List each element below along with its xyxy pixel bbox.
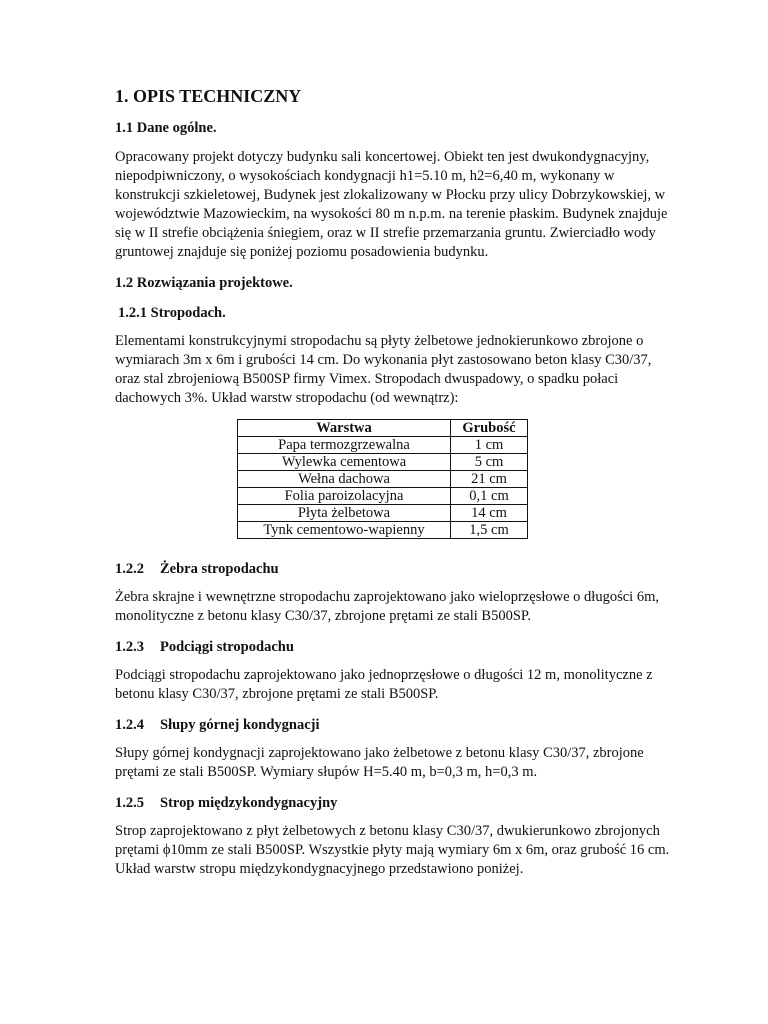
section-body-1-2-2: Żebra skrajne i wewnętrzne stropodachu zaprojektowano jako wieloprzęsłowe o długości 6m, monolityczne z betonu klasy C30/37, zbrojone prętami ze stali B500SP. xyxy=(115,589,659,624)
section-title: Podciągi stropodachu xyxy=(160,639,294,655)
table-cell-thickness: 5 cm xyxy=(451,454,528,471)
table-row xyxy=(238,437,528,454)
table-row xyxy=(238,522,528,539)
table-row xyxy=(238,505,528,522)
section-heading-1-2-4 xyxy=(115,715,675,735)
table-cell-thickness: 14 cm xyxy=(451,505,528,522)
section-body-1-2-1: Elementami konstrukcyjnymi stropodachu są płyty żelbetowe jednokierunkowo zbrojone o wymiarach 3m x 6m i grubości 14 cm. Do wykonania płyt zastosowano beton klasy C30/37, oraz stal zbrojeniową B500SP firmy Vimex. Stropodach dwuspadowy, o spadku połaci dachowych 3%. Układ warstw stropodachu (od wewnątrz): xyxy=(115,333,652,406)
table-cell-layer: Folia paroizolacyjna xyxy=(238,488,451,505)
section-heading-1-1: 1.1 Dane ogólne. xyxy=(115,120,217,136)
section-heading-1-2-5 xyxy=(115,793,675,813)
section-number: 1.2.2 xyxy=(115,561,144,577)
section-title: Strop międzykondygnacyjny xyxy=(160,795,338,811)
section-body-1-1: Opracowany projekt dotyczy budynku sali koncertowej. Obiekt ten jest dwukondygnacyjny, niepodpiwniczony, o wysokościach kondygnacji h1=5.10 m, h2=6,40 m, wykonany w konstrukcji szkieletowej, Budynek jest zlokalizowany w Płocku przy ulicy Dobrzykowskiej, w województwie Mazowieckim, na wysokości 80 m n.p.m. na terenie płaskim. Budynek znajduje się w II strefie obciążenia śniegiem, oraz w II strefie przemarzania gruntu. Zwierciadło wody gruntowej znajduje się poniżej poziomu posadowienia budynku. xyxy=(115,149,668,260)
section-title: Słupy górnej kondygnacji xyxy=(160,717,320,733)
document-body xyxy=(115,84,675,890)
table-header-row xyxy=(238,420,528,437)
table-cell-thickness: 0,1 cm xyxy=(451,488,528,505)
section-heading-1-2-1: 1.2.1 Stropodach. xyxy=(118,305,226,321)
document-title: 1. OPIS TECHNICZNY xyxy=(115,86,302,106)
section-title: Żebra stropodachu xyxy=(160,561,279,577)
column-header-layer: Warstwa xyxy=(238,420,451,437)
column-header-thickness: Grubość xyxy=(451,420,528,437)
section-number: 1.2.3 xyxy=(115,639,144,655)
table-row xyxy=(238,471,528,488)
table-cell-layer: Wylewka cementowa xyxy=(238,454,451,471)
table-cell-thickness: 1,5 cm xyxy=(451,522,528,539)
table-cell-thickness: 21 cm xyxy=(451,471,528,488)
table-cell-layer: Wełna dachowa xyxy=(238,471,451,488)
table-cell-layer: Płyta żelbetowa xyxy=(238,505,451,522)
section-body-1-2-4: Słupy górnej kondygnacji zaprojektowano jako żelbetowe z betonu klasy C30/37, zbrojone prętami ze stali B500SP. Wymiary słupów H=5.40 m, b=0,3 m, h=0,3 m. xyxy=(115,745,644,780)
table-cell-layer: Papa termozgrzewalna xyxy=(238,437,451,454)
table-row xyxy=(238,488,528,505)
section-body-1-2-5: Strop zaprojektowano z płyt żelbetowych z betonu klasy C30/37, dwukierunkowo zbrojonych prętami ϕ10mm ze stali B500SP. Wszystkie płyty mają wymiary 6m x 6m, oraz grubość 16 cm. Układ warstw stropu międzykondygnacyjnego przedstawiono poniżej. xyxy=(115,823,670,877)
section-heading-1-2: 1.2 Rozwiązania projektowe. xyxy=(115,275,293,291)
section-heading-1-2-2 xyxy=(115,559,675,579)
table-cell-thickness: 1 cm xyxy=(451,437,528,454)
table-row xyxy=(238,454,528,471)
roof-layers-table xyxy=(237,419,528,539)
section-number: 1.2.5 xyxy=(115,795,144,811)
table-cell-layer: Tynk cementowo-wapienny xyxy=(238,522,451,539)
section-body-1-2-3: Podciągi stropodachu zaprojektowano jako jednoprzęsłowe o długości 12 m, monolityczne z betonu klasy C30/37, zbrojone prętami ze stali B500SP. xyxy=(115,667,653,702)
section-heading-1-2-3 xyxy=(115,637,675,657)
section-number: 1.2.4 xyxy=(115,717,144,733)
layers-table-wrapper xyxy=(237,419,675,539)
